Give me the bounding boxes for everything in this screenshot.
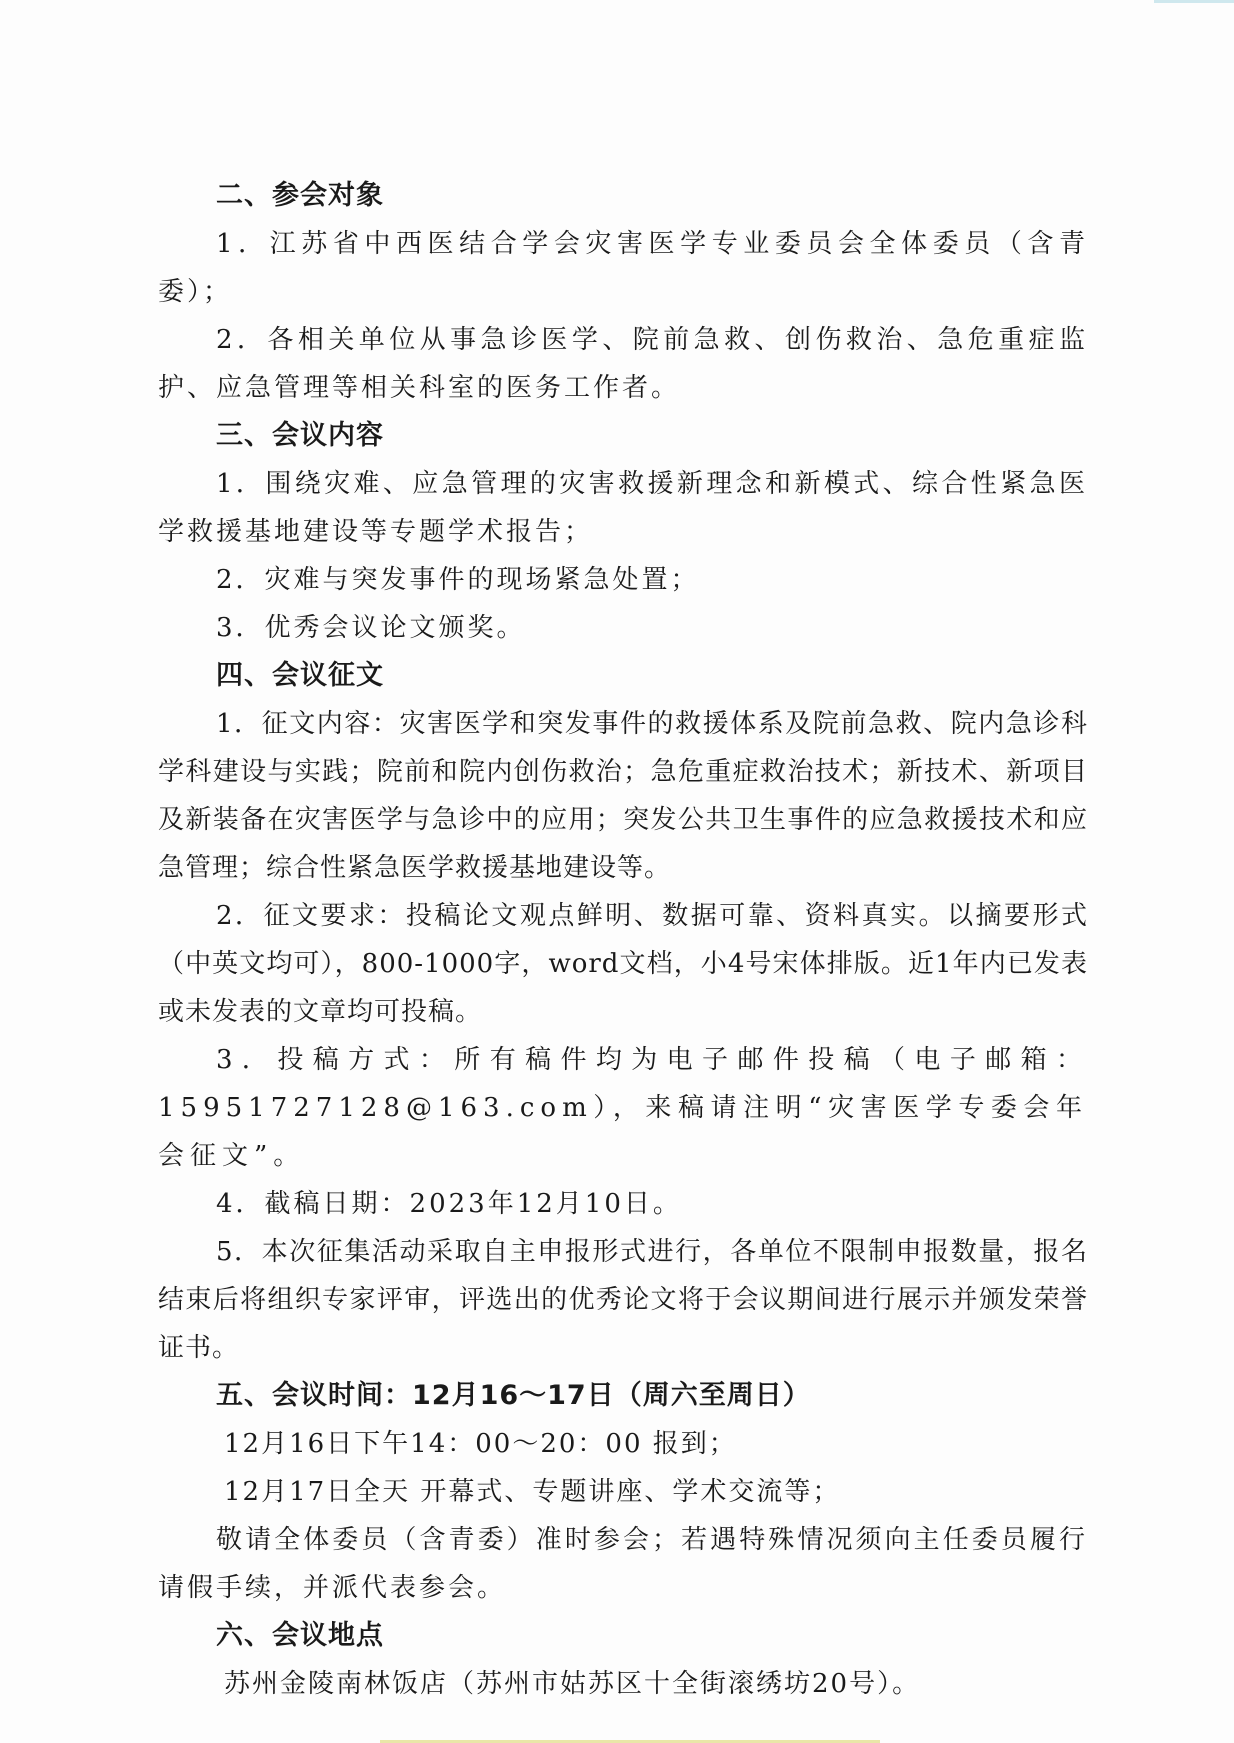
- call-for-papers-item-3: 3．投稿方式：所有稿件均为电子邮件投稿（电子邮箱：15951727128@163.com），来稿请注明“灾害医学专委会年会征文”。: [158, 1045, 1088, 1171]
- content-item-2: 2．灾难与突发事件的现场紧急处置；: [216, 565, 700, 595]
- venue-line: 苏州金陵南林饭店（苏州市姑苏区十全街滚绣坊20号）。: [224, 1669, 921, 1699]
- content-item-1: 1．围绕灾难、应急管理的灾害救援新理念和新模式、综合性紧急医学救援基地建设等专题学术报告；: [158, 469, 1088, 547]
- section-heading-content: 三、会议内容: [216, 420, 384, 451]
- section-heading-time: 五、会议时间：12月16～17日（周六至周日）: [216, 1380, 811, 1411]
- call-for-papers-item-1: 1．征文内容：灾害医学和突发事件的救援体系及院前急救、院内急诊科学科建设与实践；院前和院内创伤救治；急危重症救治技术；新技术、新项目及新装备在灾害医学与急诊中的应用；突发公共卫生事件的应急救援技术和应急管理；综合性紧急医学救援基地建设等。: [158, 709, 1088, 883]
- attendees-item-1: 1．江苏省中西医结合学会灾害医学专业委员会全体委员（含青委）；: [158, 229, 1088, 307]
- call-for-papers-item-5: 5．本次征集活动采取自主申报形式进行，各单位不限制申报数量，报名结束后将组织专家评审，评选出的优秀论文将于会议期间进行展示并颁发荣誉证书。: [158, 1237, 1088, 1363]
- section-heading-venue: 六、会议地点: [216, 1620, 384, 1651]
- content-item-3: 3．优秀会议论文颁奖。: [216, 613, 526, 643]
- time-line-2: 12月17日全天 开幕式、专题讲座、学术交流等；: [224, 1477, 841, 1507]
- call-for-papers-item-4: 4．截稿日期：2023年12月10日。: [216, 1189, 682, 1219]
- scan-edge-mark: [1154, 0, 1234, 3]
- time-line-1: 12月16日下午14：00～20：00 报到；: [224, 1429, 737, 1459]
- time-note: 敬请全体委员（含青委）准时参会；若遇特殊情况须向主任委员履行请假手续，并派代表参会。: [158, 1525, 1088, 1603]
- document-body: [158, 172, 1088, 1708]
- attendees-item-2: 2．各相关单位从事急诊医学、院前急救、创伤救治、急危重症监护、应急管理等相关科室的医务工作者。: [158, 325, 1088, 403]
- section-heading-attendees: 二、参会对象: [216, 180, 384, 211]
- call-for-papers-item-2: 2．征文要求：投稿论文观点鲜明、数据可靠、资料真实。以摘要形式（中英文均可），800-1000字，word文档，小4号宋体排版。近1年内已发表或未发表的文章均可投稿。: [158, 901, 1088, 1027]
- section-heading-call-for-papers: 四、会议征文: [216, 660, 384, 691]
